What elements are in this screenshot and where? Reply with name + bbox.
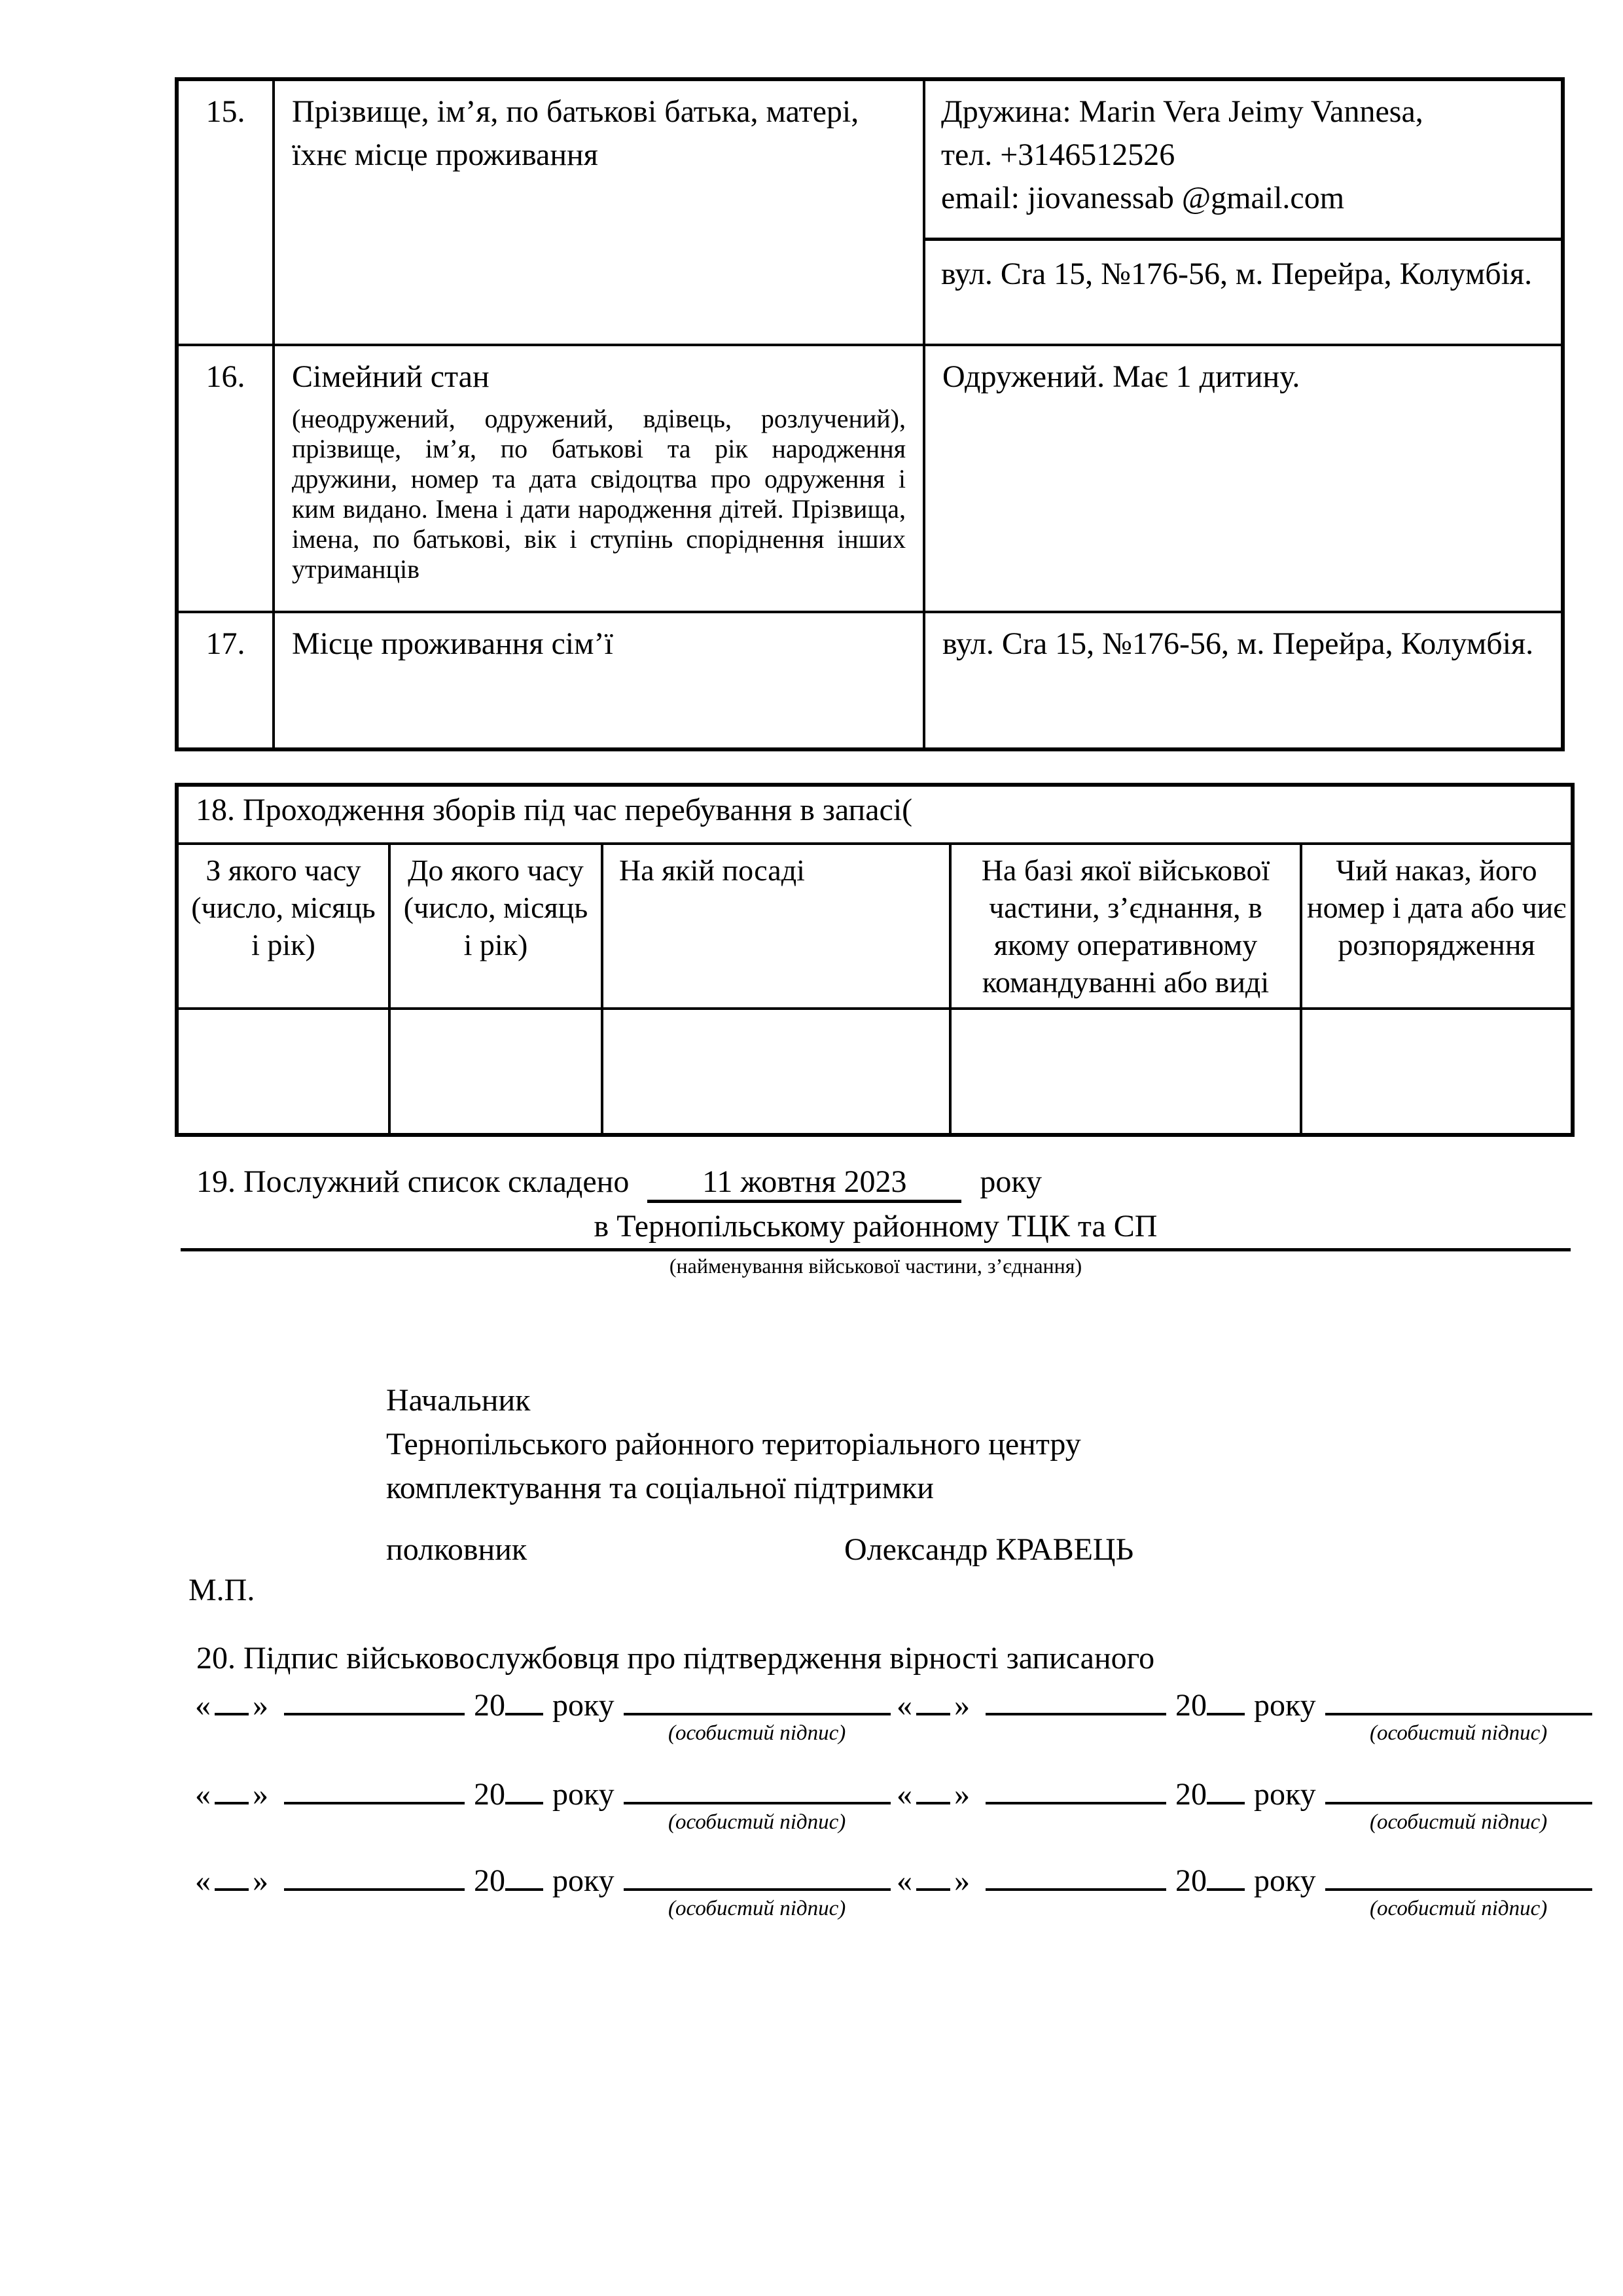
quote-close: » <box>253 1863 268 1898</box>
signature-caption: (особистий підпис) <box>668 1810 846 1834</box>
section-20-title: 20. Підпис військовослужбовця про підтвердження вірності записаного <box>196 1641 1155 1676</box>
quote-open: « <box>897 1777 912 1812</box>
day-blank <box>916 1705 950 1715</box>
row-number: 16. <box>177 345 274 612</box>
day-blank <box>215 1880 249 1891</box>
quote-close: » <box>954 1777 970 1812</box>
row-label: Місце проживання сім’ї <box>274 612 924 749</box>
month-blank <box>284 1794 465 1804</box>
col-header-from: З якого часу (число, місяць і рік) <box>177 844 389 1009</box>
col-header-position: На якій посаді <box>602 844 950 1009</box>
section-19-line <box>196 1164 1042 1203</box>
day-blank <box>916 1794 950 1804</box>
quote-close: » <box>954 1863 970 1898</box>
signature-blank <box>624 1705 891 1715</box>
signature-caption: (особистий підпис) <box>1370 1810 1548 1834</box>
row-label-note: (неодружений, одружений, вдівець, розлучений), прізвище, ім’я, по батькові та рік народження дружини, номер та дата свідоцтва про одруження і ким видано. Імена і дати народження дітей. Прізвища, імена, по батькові, вік і ступінь споріднення інших утриманців <box>292 404 906 584</box>
month-blank <box>284 1705 465 1715</box>
spouse-phone: тел. +3146512526 <box>941 137 1175 172</box>
signature-line <box>195 1776 891 1834</box>
quote-open: « <box>195 1688 211 1723</box>
signature-line <box>897 1863 1592 1920</box>
chief-position-line2: Тернопільського районного територіального центру <box>386 1427 1081 1462</box>
table-title-row <box>177 785 1573 844</box>
row-value-cell <box>924 79 1563 345</box>
signature-blank <box>624 1794 891 1804</box>
year-blank <box>505 1880 543 1891</box>
quote-close: » <box>954 1688 970 1723</box>
personal-info-table <box>175 77 1565 751</box>
row-label-main: Сімейний стан <box>292 359 490 394</box>
year-blank <box>1207 1794 1245 1804</box>
signature-line <box>195 1863 891 1920</box>
row-label: Прізвище, ім’я, по батькові батька, матері, їхнє місце проживання <box>274 79 924 345</box>
table-row <box>177 345 1563 612</box>
year-blank <box>1207 1705 1245 1715</box>
table-row <box>177 79 1563 345</box>
chief-position-line3: комплектування та соціальної підтримки <box>386 1471 934 1505</box>
signature-line <box>195 1687 891 1745</box>
year-blank <box>1207 1880 1245 1891</box>
col-header-unit: На базі якої військової частини, з’єднання, в якому оперативному командуванні або виді <box>950 844 1301 1009</box>
month-blank <box>986 1705 1166 1715</box>
chief-position-block <box>386 1378 1081 1510</box>
quote-open: « <box>195 1863 211 1898</box>
seal-mark: М.П. <box>188 1573 255 1607</box>
year-prefix: 20 <box>1175 1863 1207 1898</box>
chief-rank: полковник <box>386 1532 527 1567</box>
quote-close: » <box>253 1777 268 1812</box>
signature-line <box>897 1776 1592 1834</box>
year-blank <box>505 1705 543 1715</box>
day-blank <box>215 1705 249 1715</box>
year-suffix: року <box>552 1863 615 1898</box>
empty-cell <box>177 1009 389 1135</box>
unit-name-line: в Тернопільському районному ТЦК та СП <box>181 1208 1571 1251</box>
year-suffix: року <box>552 1688 615 1723</box>
section-19-prefix: 19. Послужний список складено <box>196 1164 630 1199</box>
row-number: 17. <box>177 612 274 749</box>
year-suffix: року <box>1254 1777 1316 1812</box>
day-blank <box>916 1880 950 1891</box>
year-prefix: 20 <box>1175 1777 1207 1812</box>
marital-status-value: Одружений. Має 1 дитину. <box>924 345 1563 612</box>
quote-open: « <box>897 1863 912 1898</box>
signature-blank <box>624 1880 891 1891</box>
reserve-training-table <box>175 783 1575 1137</box>
table-header-row <box>177 844 1573 1009</box>
spouse-contact-block <box>925 81 1561 241</box>
year-prefix: 20 <box>474 1863 505 1898</box>
signature-caption: (особистий підпис) <box>668 1897 846 1920</box>
year-prefix: 20 <box>474 1688 505 1723</box>
empty-cell <box>1301 1009 1573 1135</box>
year-suffix: року <box>1254 1863 1316 1898</box>
unit-name-caption: (найменування військової частини, з’єднання) <box>669 1254 1082 1278</box>
col-header-order: Чий наказ, його номер і дата або чиє розпорядження <box>1301 844 1573 1009</box>
col-header-to: До якого часу (число, місяць і рік) <box>389 844 602 1009</box>
section-19-suffix: року <box>980 1164 1042 1199</box>
year-prefix: 20 <box>474 1777 505 1812</box>
year-prefix: 20 <box>1175 1688 1207 1723</box>
date-field <box>647 1164 961 1203</box>
year-suffix: року <box>552 1777 615 1812</box>
signature-caption: (особистий підпис) <box>1370 1721 1548 1745</box>
table-row <box>177 612 1563 749</box>
table-empty-row <box>177 1009 1573 1135</box>
empty-cell <box>389 1009 602 1135</box>
chief-position-line1: Начальник <box>386 1383 531 1418</box>
date-value: 11 жовтня 2023 <box>702 1164 907 1199</box>
spouse-name: Дружина: Marin Vera Jeimy Vannesa, <box>941 94 1423 129</box>
empty-cell <box>950 1009 1301 1135</box>
row-label <box>274 345 924 612</box>
signature-caption: (особистий підпис) <box>668 1721 846 1745</box>
month-blank <box>284 1880 465 1891</box>
month-blank <box>986 1880 1166 1891</box>
row-number: 15. <box>177 79 274 345</box>
spouse-email: email: jiovanessab @gmail.com <box>941 181 1345 215</box>
month-blank <box>986 1794 1166 1804</box>
day-blank <box>215 1794 249 1804</box>
empty-cell <box>602 1009 950 1135</box>
chief-name: Олександр КРАВЕЦЬ <box>844 1532 1134 1567</box>
signature-blank <box>1325 1705 1592 1715</box>
table-18-title: 18. Проходження зборів під час перебування в запасі( <box>177 785 1573 844</box>
spouse-address: вул. Cra 15, №176-56, м. Перейра, Колумбія. <box>941 257 1533 291</box>
signature-line <box>897 1687 1592 1745</box>
quote-open: « <box>195 1777 211 1812</box>
signature-blank <box>1325 1880 1592 1891</box>
signature-blank <box>1325 1794 1592 1804</box>
quote-close: » <box>253 1688 268 1723</box>
year-blank <box>505 1794 543 1804</box>
signature-caption: (особистий підпис) <box>1370 1897 1548 1920</box>
quote-open: « <box>897 1688 912 1723</box>
family-address-value: вул. Cra 15, №176-56, м. Перейра, Колумбія. <box>924 612 1563 749</box>
year-suffix: року <box>1254 1688 1316 1723</box>
